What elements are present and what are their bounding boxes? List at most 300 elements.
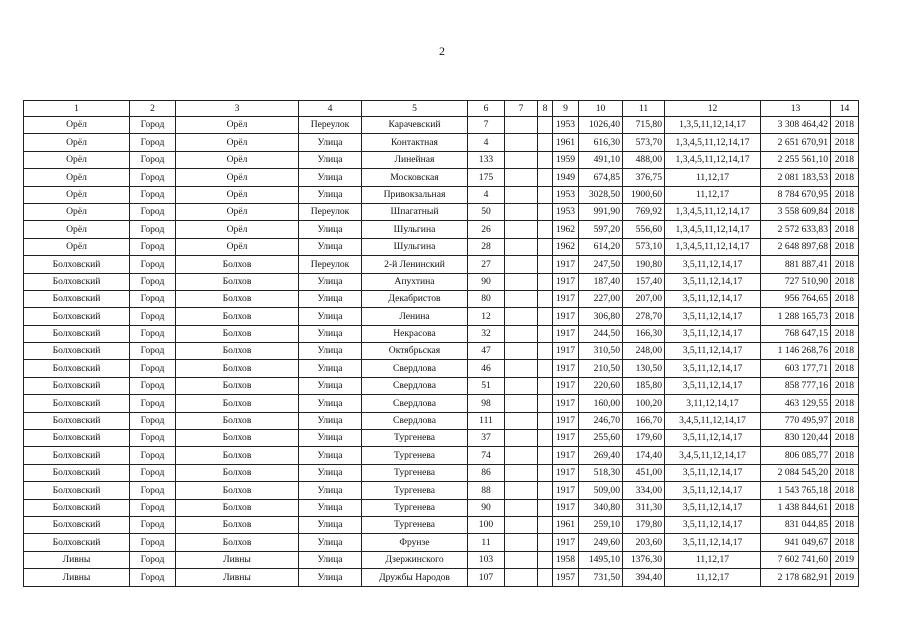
page-number: 2 bbox=[439, 44, 445, 58]
cell-letter bbox=[538, 499, 553, 516]
cell-settlement-type: Город bbox=[130, 464, 176, 481]
cell-settlement-type: Город bbox=[130, 395, 176, 412]
cell-letter bbox=[538, 569, 553, 586]
cell-work-types: 1,3,4,5,11,12,14,17 bbox=[665, 203, 761, 220]
cell-build-year: 1953 bbox=[553, 186, 579, 203]
cell-settlement-type: Город bbox=[130, 412, 176, 429]
cell-living-area: 488,00 bbox=[623, 151, 665, 168]
cell-settlement-type: Город bbox=[130, 447, 176, 464]
cell-cost: 7 602 741,60 bbox=[761, 551, 831, 568]
cell-house-number: 4 bbox=[468, 186, 505, 203]
cell-street-type: Улица bbox=[299, 377, 362, 394]
cell-living-area: 334,00 bbox=[623, 482, 665, 499]
cell-year: 2018 bbox=[831, 273, 859, 290]
cell-house-number: 74 bbox=[468, 447, 505, 464]
cell-year: 2018 bbox=[831, 151, 859, 168]
cell-cost: 2 651 670,91 bbox=[761, 134, 831, 151]
cell-letter bbox=[538, 151, 553, 168]
cell-letter bbox=[538, 238, 553, 255]
cell-cost: 2 081 183,53 bbox=[761, 169, 831, 186]
cell-letter bbox=[538, 186, 553, 203]
cell-work-types: 3,5,11,12,14,17 bbox=[665, 534, 761, 551]
cell-street-type: Улица bbox=[299, 395, 362, 412]
cell-house-number: 4 bbox=[468, 134, 505, 151]
cell-district: Ливны bbox=[24, 569, 130, 586]
cell-street-name: Свердлова bbox=[362, 395, 468, 412]
cell-street-name: Линейная bbox=[362, 151, 468, 168]
cell-living-area: 715,80 bbox=[623, 117, 665, 134]
header-cell-living-area: 11 bbox=[623, 101, 665, 117]
cell-letter bbox=[538, 290, 553, 307]
cell-settlement-type: Город bbox=[130, 117, 176, 134]
cell-settlement-type: Город bbox=[130, 134, 176, 151]
header-cell-corpus: 7 bbox=[505, 101, 538, 117]
cell-year: 2018 bbox=[831, 117, 859, 134]
cell-year: 2018 bbox=[831, 482, 859, 499]
cell-settlement-type: Город bbox=[130, 221, 176, 238]
cell-living-area: 179,80 bbox=[623, 516, 665, 533]
cell-district: Болховский bbox=[24, 412, 130, 429]
cell-settlement: Ливны bbox=[176, 551, 299, 568]
cell-house-number: 98 bbox=[468, 395, 505, 412]
cell-street-name: Дзержинского bbox=[362, 551, 468, 568]
cell-corpus bbox=[505, 290, 538, 307]
cell-build-year: 1962 bbox=[553, 221, 579, 238]
cell-settlement-type: Город bbox=[130, 569, 176, 586]
cell-house-number: 80 bbox=[468, 290, 505, 307]
cell-corpus bbox=[505, 499, 538, 516]
cell-cost: 3 558 609,84 bbox=[761, 203, 831, 220]
cell-total-area: 674,85 bbox=[579, 169, 623, 186]
cell-street-name: Тургенева bbox=[362, 447, 468, 464]
cell-letter bbox=[538, 256, 553, 273]
cell-living-area: 100,20 bbox=[623, 395, 665, 412]
cell-district: Орёл bbox=[24, 134, 130, 151]
cell-street-type: Улица bbox=[299, 186, 362, 203]
cell-settlement: Болхов bbox=[176, 516, 299, 533]
cell-corpus bbox=[505, 151, 538, 168]
cell-cost: 941 049,67 bbox=[761, 534, 831, 551]
cell-street-type: Переулок bbox=[299, 117, 362, 134]
cell-build-year: 1917 bbox=[553, 256, 579, 273]
header-cell-street-type: 4 bbox=[299, 101, 362, 117]
cell-build-year: 1959 bbox=[553, 151, 579, 168]
cell-work-types: 3,5,11,12,14,17 bbox=[665, 273, 761, 290]
cell-street-name: Московская bbox=[362, 169, 468, 186]
cell-living-area: 174,40 bbox=[623, 447, 665, 464]
cell-settlement-type: Город bbox=[130, 273, 176, 290]
cell-living-area: 130,50 bbox=[623, 360, 665, 377]
table-row bbox=[24, 499, 859, 516]
cell-settlement: Болхов bbox=[176, 290, 299, 307]
header-cell-house-number: 6 bbox=[468, 101, 505, 117]
cell-street-type: Улица bbox=[299, 464, 362, 481]
cell-letter bbox=[538, 308, 553, 325]
cell-settlement: Болхов bbox=[176, 256, 299, 273]
cell-total-area: 614,20 bbox=[579, 238, 623, 255]
cell-street-name: Тургенева bbox=[362, 482, 468, 499]
cell-build-year: 1917 bbox=[553, 499, 579, 516]
cell-letter bbox=[538, 534, 553, 551]
cell-street-type: Переулок bbox=[299, 256, 362, 273]
cell-letter bbox=[538, 221, 553, 238]
cell-corpus bbox=[505, 551, 538, 568]
cell-cost: 768 647,15 bbox=[761, 325, 831, 342]
cell-year: 2019 bbox=[831, 569, 859, 586]
cell-corpus bbox=[505, 569, 538, 586]
cell-year: 2018 bbox=[831, 238, 859, 255]
cell-house-number: 86 bbox=[468, 464, 505, 481]
cell-corpus bbox=[505, 256, 538, 273]
cell-year: 2018 bbox=[831, 516, 859, 533]
cell-build-year: 1917 bbox=[553, 343, 579, 360]
table-row bbox=[24, 290, 859, 307]
cell-street-name: 2-й Ленинский bbox=[362, 256, 468, 273]
cell-street-type: Улица bbox=[299, 221, 362, 238]
cell-total-area: 255,60 bbox=[579, 430, 623, 447]
table-row bbox=[24, 377, 859, 394]
cell-house-number: 133 bbox=[468, 151, 505, 168]
cell-year: 2018 bbox=[831, 134, 859, 151]
cell-living-area: 573,10 bbox=[623, 238, 665, 255]
cell-cost: 2 572 633,83 bbox=[761, 221, 831, 238]
cell-street-name: Шульгина bbox=[362, 221, 468, 238]
cell-cost: 2 255 561,10 bbox=[761, 151, 831, 168]
cell-street-name: Октябрьская bbox=[362, 343, 468, 360]
cell-year: 2018 bbox=[831, 377, 859, 394]
cell-work-types: 1,3,4,5,11,12,14,17 bbox=[665, 151, 761, 168]
cell-build-year: 1917 bbox=[553, 464, 579, 481]
housing-registry-table bbox=[23, 100, 859, 587]
cell-work-types: 3,4,5,11,12,14,17 bbox=[665, 412, 761, 429]
cell-build-year: 1917 bbox=[553, 482, 579, 499]
cell-work-types: 3,5,11,12,14,17 bbox=[665, 464, 761, 481]
cell-work-types: 3,11,12,14,17 bbox=[665, 395, 761, 412]
cell-letter bbox=[538, 134, 553, 151]
cell-year: 2018 bbox=[831, 412, 859, 429]
cell-district: Болховский bbox=[24, 430, 130, 447]
cell-total-area: 1495,10 bbox=[579, 551, 623, 568]
cell-district: Болховский bbox=[24, 395, 130, 412]
cell-district: Болховский bbox=[24, 482, 130, 499]
cell-cost: 2 178 682,91 bbox=[761, 569, 831, 586]
header-cell-total-area: 10 bbox=[579, 101, 623, 117]
cell-corpus bbox=[505, 134, 538, 151]
cell-street-type: Улица bbox=[299, 151, 362, 168]
cell-settlement-type: Город bbox=[130, 360, 176, 377]
cell-settlement: Орёл bbox=[176, 186, 299, 203]
cell-total-area: 731,50 bbox=[579, 569, 623, 586]
cell-district: Болховский bbox=[24, 447, 130, 464]
cell-street-name: Контактная bbox=[362, 134, 468, 151]
cell-settlement: Болхов bbox=[176, 308, 299, 325]
cell-house-number: 90 bbox=[468, 273, 505, 290]
cell-district: Болховский bbox=[24, 308, 130, 325]
cell-total-area: 616,30 bbox=[579, 134, 623, 151]
cell-total-area: 227,00 bbox=[579, 290, 623, 307]
cell-settlement-type: Город bbox=[130, 499, 176, 516]
cell-work-types: 3,5,11,12,14,17 bbox=[665, 290, 761, 307]
cell-work-types: 1,3,4,5,11,12,14,17 bbox=[665, 221, 761, 238]
cell-street-type: Улица bbox=[299, 534, 362, 551]
cell-total-area: 491,10 bbox=[579, 151, 623, 168]
cell-cost: 1 438 844,61 bbox=[761, 499, 831, 516]
cell-work-types: 3,5,11,12,14,17 bbox=[665, 360, 761, 377]
cell-settlement: Болхов bbox=[176, 377, 299, 394]
cell-district: Орёл bbox=[24, 221, 130, 238]
cell-settlement: Болхов bbox=[176, 395, 299, 412]
cell-letter bbox=[538, 551, 553, 568]
cell-house-number: 103 bbox=[468, 551, 505, 568]
cell-total-area: 244,50 bbox=[579, 325, 623, 342]
cell-total-area: 518,30 bbox=[579, 464, 623, 481]
cell-living-area: 451,00 bbox=[623, 464, 665, 481]
table-row bbox=[24, 516, 859, 533]
cell-work-types: 11,12,17 bbox=[665, 569, 761, 586]
cell-total-area: 3028,50 bbox=[579, 186, 623, 203]
cell-cost: 858 777,16 bbox=[761, 377, 831, 394]
cell-work-types: 3,5,11,12,14,17 bbox=[665, 499, 761, 516]
cell-settlement-type: Город bbox=[130, 534, 176, 551]
table-body bbox=[24, 101, 859, 587]
cell-house-number: 46 bbox=[468, 360, 505, 377]
cell-corpus bbox=[505, 343, 538, 360]
cell-build-year: 1961 bbox=[553, 516, 579, 533]
cell-settlement-type: Город bbox=[130, 551, 176, 568]
cell-year: 2018 bbox=[831, 343, 859, 360]
cell-house-number: 88 bbox=[468, 482, 505, 499]
cell-work-types: 3,5,11,12,14,17 bbox=[665, 430, 761, 447]
table-header-row bbox=[24, 101, 859, 117]
cell-street-type: Улица bbox=[299, 308, 362, 325]
cell-corpus bbox=[505, 308, 538, 325]
cell-corpus bbox=[505, 325, 538, 342]
cell-work-types: 1,3,4,5,11,12,14,17 bbox=[665, 238, 761, 255]
cell-street-type: Улица bbox=[299, 412, 362, 429]
cell-settlement: Ливны bbox=[176, 569, 299, 586]
cell-district: Болховский bbox=[24, 256, 130, 273]
cell-house-number: 51 bbox=[468, 377, 505, 394]
cell-district: Орёл bbox=[24, 203, 130, 220]
cell-cost: 956 764,65 bbox=[761, 290, 831, 307]
cell-letter bbox=[538, 395, 553, 412]
table-row bbox=[24, 534, 859, 551]
cell-district: Болховский bbox=[24, 516, 130, 533]
table-row bbox=[24, 430, 859, 447]
cell-build-year: 1917 bbox=[553, 325, 579, 342]
header-cell-settlement: 3 bbox=[176, 101, 299, 117]
cell-house-number: 37 bbox=[468, 430, 505, 447]
cell-house-number: 107 bbox=[468, 569, 505, 586]
cell-corpus bbox=[505, 360, 538, 377]
cell-letter bbox=[538, 516, 553, 533]
table-row bbox=[24, 221, 859, 238]
cell-street-name: Свердлова bbox=[362, 412, 468, 429]
cell-work-types: 1,3,4,5,11,12,14,17 bbox=[665, 134, 761, 151]
cell-work-types: 3,5,11,12,14,17 bbox=[665, 308, 761, 325]
cell-living-area: 311,30 bbox=[623, 499, 665, 516]
cell-settlement-type: Город bbox=[130, 377, 176, 394]
cell-settlement: Болхов bbox=[176, 447, 299, 464]
cell-settlement: Орёл bbox=[176, 238, 299, 255]
cell-letter bbox=[538, 360, 553, 377]
header-cell-year: 14 bbox=[831, 101, 859, 117]
cell-year: 2018 bbox=[831, 325, 859, 342]
cell-street-name: Тургенева bbox=[362, 430, 468, 447]
table-row bbox=[24, 395, 859, 412]
cell-district: Болховский bbox=[24, 499, 130, 516]
cell-street-name: Декабристов bbox=[362, 290, 468, 307]
cell-settlement: Орёл bbox=[176, 221, 299, 238]
cell-street-name: Ленина bbox=[362, 308, 468, 325]
cell-total-area: 1026,40 bbox=[579, 117, 623, 134]
cell-street-type: Улица bbox=[299, 238, 362, 255]
cell-work-types: 11,12,17 bbox=[665, 169, 761, 186]
cell-work-types: 3,5,11,12,14,17 bbox=[665, 516, 761, 533]
cell-total-area: 246,70 bbox=[579, 412, 623, 429]
cell-settlement: Болхов bbox=[176, 273, 299, 290]
cell-build-year: 1917 bbox=[553, 395, 579, 412]
cell-cost: 1 288 165,73 bbox=[761, 308, 831, 325]
cell-letter bbox=[538, 430, 553, 447]
cell-living-area: 376,75 bbox=[623, 169, 665, 186]
cell-year: 2018 bbox=[831, 169, 859, 186]
table-row bbox=[24, 482, 859, 499]
table-row bbox=[24, 117, 859, 134]
cell-total-area: 306,80 bbox=[579, 308, 623, 325]
cell-build-year: 1958 bbox=[553, 551, 579, 568]
cell-work-types: 1,3,5,11,12,14,17 bbox=[665, 117, 761, 134]
cell-living-area: 190,80 bbox=[623, 256, 665, 273]
cell-corpus bbox=[505, 534, 538, 551]
cell-letter bbox=[538, 117, 553, 134]
cell-build-year: 1917 bbox=[553, 534, 579, 551]
cell-cost: 806 085,77 bbox=[761, 447, 831, 464]
cell-cost: 2 648 897,68 bbox=[761, 238, 831, 255]
cell-work-types: 11,12,17 bbox=[665, 186, 761, 203]
cell-year: 2018 bbox=[831, 256, 859, 273]
cell-settlement: Орёл bbox=[176, 151, 299, 168]
table-row bbox=[24, 325, 859, 342]
cell-cost: 831 044,85 bbox=[761, 516, 831, 533]
cell-house-number: 111 bbox=[468, 412, 505, 429]
cell-letter bbox=[538, 377, 553, 394]
cell-street-name: Некрасова bbox=[362, 325, 468, 342]
cell-work-types: 3,5,11,12,14,17 bbox=[665, 377, 761, 394]
cell-work-types: 11,12,17 bbox=[665, 551, 761, 568]
cell-district: Болховский bbox=[24, 534, 130, 551]
cell-district: Орёл bbox=[24, 169, 130, 186]
cell-settlement: Орёл bbox=[176, 117, 299, 134]
cell-settlement: Болхов bbox=[176, 360, 299, 377]
cell-letter bbox=[538, 273, 553, 290]
cell-corpus bbox=[505, 412, 538, 429]
cell-letter bbox=[538, 343, 553, 360]
cell-district: Болховский bbox=[24, 360, 130, 377]
cell-district: Ливны bbox=[24, 551, 130, 568]
cell-street-type: Улица bbox=[299, 273, 362, 290]
table-row bbox=[24, 447, 859, 464]
cell-total-area: 259,10 bbox=[579, 516, 623, 533]
cell-street-name: Карачевский bbox=[362, 117, 468, 134]
cell-cost: 881 887,41 bbox=[761, 256, 831, 273]
cell-settlement: Болхов bbox=[176, 343, 299, 360]
cell-district: Болховский bbox=[24, 343, 130, 360]
cell-cost: 3 308 464,42 bbox=[761, 117, 831, 134]
cell-total-area: 991,90 bbox=[579, 203, 623, 220]
cell-corpus bbox=[505, 447, 538, 464]
cell-living-area: 185,80 bbox=[623, 377, 665, 394]
cell-letter bbox=[538, 203, 553, 220]
cell-settlement-type: Город bbox=[130, 290, 176, 307]
cell-house-number: 27 bbox=[468, 256, 505, 273]
cell-year: 2018 bbox=[831, 186, 859, 203]
cell-street-type: Улица bbox=[299, 343, 362, 360]
cell-year: 2018 bbox=[831, 395, 859, 412]
cell-cost: 2 084 545,20 bbox=[761, 464, 831, 481]
cell-house-number: 100 bbox=[468, 516, 505, 533]
cell-work-types: 3,5,11,12,14,17 bbox=[665, 482, 761, 499]
cell-house-number: 11 bbox=[468, 534, 505, 551]
cell-living-area: 248,00 bbox=[623, 343, 665, 360]
cell-year: 2018 bbox=[831, 360, 859, 377]
cell-settlement-type: Город bbox=[130, 169, 176, 186]
cell-street-type: Улица bbox=[299, 325, 362, 342]
cell-build-year: 1917 bbox=[553, 430, 579, 447]
cell-total-area: 187,40 bbox=[579, 273, 623, 290]
cell-street-name: Свердлова bbox=[362, 377, 468, 394]
table-row bbox=[24, 343, 859, 360]
cell-letter bbox=[538, 447, 553, 464]
cell-living-area: 556,60 bbox=[623, 221, 665, 238]
cell-street-type: Улица bbox=[299, 551, 362, 568]
table-row bbox=[24, 186, 859, 203]
cell-year: 2018 bbox=[831, 203, 859, 220]
cell-total-area: 597,20 bbox=[579, 221, 623, 238]
cell-settlement-type: Город bbox=[130, 308, 176, 325]
cell-street-name: Тургенева bbox=[362, 464, 468, 481]
cell-district: Болховский bbox=[24, 273, 130, 290]
cell-total-area: 249,60 bbox=[579, 534, 623, 551]
cell-build-year: 1962 bbox=[553, 238, 579, 255]
table-row bbox=[24, 203, 859, 220]
cell-settlement: Болхов bbox=[176, 412, 299, 429]
cell-corpus bbox=[505, 221, 538, 238]
cell-total-area: 220,60 bbox=[579, 377, 623, 394]
cell-street-name: Апухтина bbox=[362, 273, 468, 290]
cell-settlement: Болхов bbox=[176, 534, 299, 551]
cell-year: 2018 bbox=[831, 430, 859, 447]
cell-corpus bbox=[505, 430, 538, 447]
cell-street-type: Улица bbox=[299, 447, 362, 464]
cell-street-type: Улица bbox=[299, 290, 362, 307]
cell-street-type: Улица bbox=[299, 430, 362, 447]
table-row bbox=[24, 151, 859, 168]
cell-district: Болховский bbox=[24, 325, 130, 342]
cell-street-type: Улица bbox=[299, 499, 362, 516]
cell-cost: 770 495,97 bbox=[761, 412, 831, 429]
cell-total-area: 340,80 bbox=[579, 499, 623, 516]
cell-district: Болховский bbox=[24, 290, 130, 307]
cell-living-area: 394,40 bbox=[623, 569, 665, 586]
cell-street-name: Шпагатный bbox=[362, 203, 468, 220]
cell-house-number: 32 bbox=[468, 325, 505, 342]
cell-letter bbox=[538, 482, 553, 499]
header-cell-settlement-type: 2 bbox=[130, 101, 176, 117]
table-row bbox=[24, 273, 859, 290]
cell-build-year: 1957 bbox=[553, 569, 579, 586]
cell-district: Орёл bbox=[24, 238, 130, 255]
